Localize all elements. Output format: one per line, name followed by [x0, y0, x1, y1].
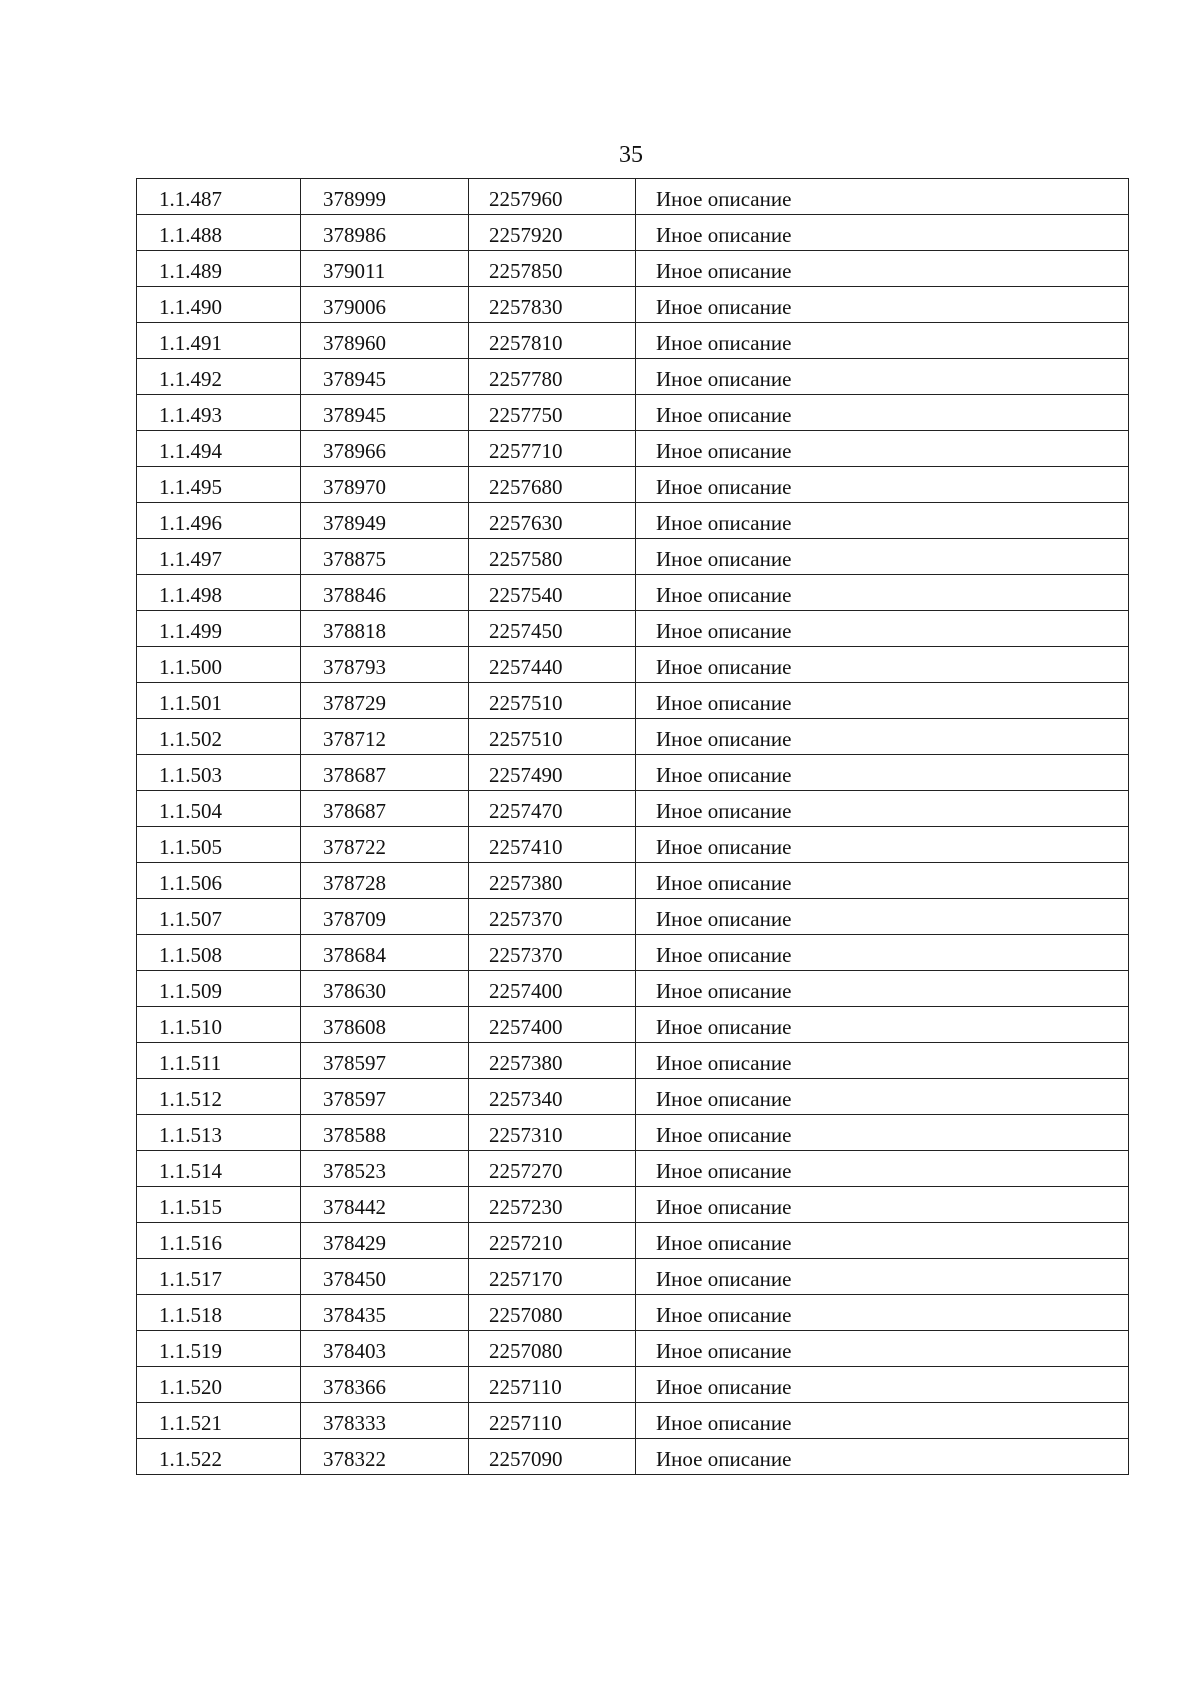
- y-coordinate-cell: 2257090: [469, 1439, 636, 1475]
- point-number-cell: 1.1.492: [137, 359, 301, 395]
- y-coordinate-cell: 2257340: [469, 1079, 636, 1115]
- y-coordinate-cell: 2257370: [469, 899, 636, 935]
- y-coordinate-cell: 2257680: [469, 467, 636, 503]
- table-row: [137, 179, 1129, 215]
- description-cell: Иное описание: [636, 359, 1129, 395]
- y-coordinate-cell: 2257380: [469, 1043, 636, 1079]
- point-number-cell: 1.1.495: [137, 467, 301, 503]
- y-coordinate-cell: 2257630: [469, 503, 636, 539]
- y-coordinate-cell: 2257410: [469, 827, 636, 863]
- x-coordinate-cell: 378846: [301, 575, 469, 611]
- description-cell: Иное описание: [636, 539, 1129, 575]
- table-row: [137, 899, 1129, 935]
- x-coordinate-cell: 378403: [301, 1331, 469, 1367]
- table-row: [137, 1043, 1129, 1079]
- x-coordinate-cell: 378970: [301, 467, 469, 503]
- table-row: [137, 1295, 1129, 1331]
- x-coordinate-cell: 378366: [301, 1367, 469, 1403]
- description-cell: Иное описание: [636, 467, 1129, 503]
- table-row: [137, 863, 1129, 899]
- description-cell: Иное описание: [636, 1115, 1129, 1151]
- y-coordinate-cell: 2257380: [469, 863, 636, 899]
- description-cell: Иное описание: [636, 827, 1129, 863]
- y-coordinate-cell: 2257780: [469, 359, 636, 395]
- description-cell: Иное описание: [636, 1331, 1129, 1367]
- description-cell: Иное описание: [636, 971, 1129, 1007]
- y-coordinate-cell: 2257210: [469, 1223, 636, 1259]
- point-number-cell: 1.1.498: [137, 575, 301, 611]
- point-number-cell: 1.1.499: [137, 611, 301, 647]
- y-coordinate-cell: 2257920: [469, 215, 636, 251]
- point-number-cell: 1.1.520: [137, 1367, 301, 1403]
- point-number-cell: 1.1.507: [137, 899, 301, 935]
- table-row: [137, 1223, 1129, 1259]
- point-number-cell: 1.1.512: [137, 1079, 301, 1115]
- x-coordinate-cell: 378729: [301, 683, 469, 719]
- description-cell: Иное описание: [636, 503, 1129, 539]
- point-number-cell: 1.1.515: [137, 1187, 301, 1223]
- y-coordinate-cell: 2257960: [469, 179, 636, 215]
- y-coordinate-cell: 2257540: [469, 575, 636, 611]
- table-row: [137, 323, 1129, 359]
- table-row: [137, 683, 1129, 719]
- x-coordinate-cell: 378793: [301, 647, 469, 683]
- point-number-cell: 1.1.517: [137, 1259, 301, 1295]
- table-row: [137, 1151, 1129, 1187]
- x-coordinate-cell: 378722: [301, 827, 469, 863]
- point-number-cell: 1.1.510: [137, 1007, 301, 1043]
- description-cell: Иное описание: [636, 899, 1129, 935]
- y-coordinate-cell: 2257400: [469, 1007, 636, 1043]
- x-coordinate-cell: 378945: [301, 359, 469, 395]
- description-cell: Иное описание: [636, 683, 1129, 719]
- table-row: [137, 791, 1129, 827]
- y-coordinate-cell: 2257710: [469, 431, 636, 467]
- point-number-cell: 1.1.505: [137, 827, 301, 863]
- x-coordinate-cell: 378709: [301, 899, 469, 935]
- y-coordinate-cell: 2257310: [469, 1115, 636, 1151]
- description-cell: Иное описание: [636, 287, 1129, 323]
- point-number-cell: 1.1.490: [137, 287, 301, 323]
- x-coordinate-cell: 378818: [301, 611, 469, 647]
- x-coordinate-cell: 378450: [301, 1259, 469, 1295]
- y-coordinate-cell: 2257110: [469, 1403, 636, 1439]
- x-coordinate-cell: 378966: [301, 431, 469, 467]
- table-row: [137, 503, 1129, 539]
- coordinates-table: [136, 178, 1129, 1475]
- table-row: [137, 1187, 1129, 1223]
- x-coordinate-cell: 378687: [301, 755, 469, 791]
- description-cell: Иное описание: [636, 1259, 1129, 1295]
- table-row: [137, 719, 1129, 755]
- description-cell: Иное описание: [636, 215, 1129, 251]
- table-row: [137, 935, 1129, 971]
- description-cell: Иное описание: [636, 1295, 1129, 1331]
- description-cell: Иное описание: [636, 1079, 1129, 1115]
- description-cell: Иное описание: [636, 1151, 1129, 1187]
- y-coordinate-cell: 2257450: [469, 611, 636, 647]
- x-coordinate-cell: 378442: [301, 1187, 469, 1223]
- y-coordinate-cell: 2257510: [469, 683, 636, 719]
- description-cell: Иное описание: [636, 719, 1129, 755]
- point-number-cell: 1.1.491: [137, 323, 301, 359]
- y-coordinate-cell: 2257370: [469, 935, 636, 971]
- x-coordinate-cell: 379006: [301, 287, 469, 323]
- point-number-cell: 1.1.522: [137, 1439, 301, 1475]
- x-coordinate-cell: 378986: [301, 215, 469, 251]
- point-number-cell: 1.1.488: [137, 215, 301, 251]
- table-row: [137, 1007, 1129, 1043]
- y-coordinate-cell: 2257490: [469, 755, 636, 791]
- point-number-cell: 1.1.502: [137, 719, 301, 755]
- x-coordinate-cell: 378728: [301, 863, 469, 899]
- y-coordinate-cell: 2257510: [469, 719, 636, 755]
- point-number-cell: 1.1.516: [137, 1223, 301, 1259]
- point-number-cell: 1.1.489: [137, 251, 301, 287]
- point-number-cell: 1.1.500: [137, 647, 301, 683]
- point-number-cell: 1.1.497: [137, 539, 301, 575]
- table-row: [137, 1259, 1129, 1295]
- table-row: [137, 1403, 1129, 1439]
- y-coordinate-cell: 2257810: [469, 323, 636, 359]
- description-cell: Иное описание: [636, 1403, 1129, 1439]
- y-coordinate-cell: 2257080: [469, 1331, 636, 1367]
- description-cell: Иное описание: [636, 1223, 1129, 1259]
- x-coordinate-cell: 379011: [301, 251, 469, 287]
- y-coordinate-cell: 2257110: [469, 1367, 636, 1403]
- table-row: [137, 287, 1129, 323]
- table-row: [137, 755, 1129, 791]
- y-coordinate-cell: 2257400: [469, 971, 636, 1007]
- description-cell: Иное описание: [636, 1367, 1129, 1403]
- point-number-cell: 1.1.504: [137, 791, 301, 827]
- description-cell: Иное описание: [636, 395, 1129, 431]
- y-coordinate-cell: 2257230: [469, 1187, 636, 1223]
- table-row: [137, 539, 1129, 575]
- description-cell: Иное описание: [636, 1007, 1129, 1043]
- x-coordinate-cell: 378523: [301, 1151, 469, 1187]
- table-row: [137, 467, 1129, 503]
- x-coordinate-cell: 378945: [301, 395, 469, 431]
- y-coordinate-cell: 2257270: [469, 1151, 636, 1187]
- point-number-cell: 1.1.494: [137, 431, 301, 467]
- description-cell: Иное описание: [636, 1043, 1129, 1079]
- description-cell: Иное описание: [636, 755, 1129, 791]
- x-coordinate-cell: 378608: [301, 1007, 469, 1043]
- y-coordinate-cell: 2257440: [469, 647, 636, 683]
- point-number-cell: 1.1.501: [137, 683, 301, 719]
- table-row: [137, 251, 1129, 287]
- description-cell: Иное описание: [636, 575, 1129, 611]
- table-row: [137, 431, 1129, 467]
- table-row: [137, 1115, 1129, 1151]
- table-row: [137, 575, 1129, 611]
- x-coordinate-cell: 378597: [301, 1079, 469, 1115]
- table-row: [137, 647, 1129, 683]
- table-row: [137, 611, 1129, 647]
- description-cell: Иное описание: [636, 323, 1129, 359]
- coordinates-table-body: [137, 179, 1129, 1475]
- x-coordinate-cell: 378949: [301, 503, 469, 539]
- table-row: [137, 1331, 1129, 1367]
- y-coordinate-cell: 2257830: [469, 287, 636, 323]
- description-cell: Иное описание: [636, 935, 1129, 971]
- x-coordinate-cell: 378875: [301, 539, 469, 575]
- point-number-cell: 1.1.508: [137, 935, 301, 971]
- x-coordinate-cell: 378588: [301, 1115, 469, 1151]
- table-row: [137, 215, 1129, 251]
- point-number-cell: 1.1.509: [137, 971, 301, 1007]
- description-cell: Иное описание: [636, 863, 1129, 899]
- point-number-cell: 1.1.496: [137, 503, 301, 539]
- page-number: 35: [619, 142, 643, 168]
- table-row: [137, 1439, 1129, 1475]
- x-coordinate-cell: 378322: [301, 1439, 469, 1475]
- x-coordinate-cell: 378333: [301, 1403, 469, 1439]
- point-number-cell: 1.1.503: [137, 755, 301, 791]
- description-cell: Иное описание: [636, 179, 1129, 215]
- description-cell: Иное описание: [636, 791, 1129, 827]
- table-row: [137, 827, 1129, 863]
- description-cell: Иное описание: [636, 431, 1129, 467]
- description-cell: Иное описание: [636, 1439, 1129, 1475]
- point-number-cell: 1.1.493: [137, 395, 301, 431]
- y-coordinate-cell: 2257170: [469, 1259, 636, 1295]
- point-number-cell: 1.1.521: [137, 1403, 301, 1439]
- x-coordinate-cell: 378999: [301, 179, 469, 215]
- x-coordinate-cell: 378687: [301, 791, 469, 827]
- point-number-cell: 1.1.513: [137, 1115, 301, 1151]
- description-cell: Иное описание: [636, 251, 1129, 287]
- table-row: [137, 359, 1129, 395]
- point-number-cell: 1.1.511: [137, 1043, 301, 1079]
- y-coordinate-cell: 2257080: [469, 1295, 636, 1331]
- y-coordinate-cell: 2257850: [469, 251, 636, 287]
- point-number-cell: 1.1.518: [137, 1295, 301, 1331]
- y-coordinate-cell: 2257580: [469, 539, 636, 575]
- x-coordinate-cell: 378712: [301, 719, 469, 755]
- y-coordinate-cell: 2257470: [469, 791, 636, 827]
- table-row: [137, 1079, 1129, 1115]
- point-number-cell: 1.1.506: [137, 863, 301, 899]
- table-row: [137, 395, 1129, 431]
- description-cell: Иное описание: [636, 611, 1129, 647]
- x-coordinate-cell: 378435: [301, 1295, 469, 1331]
- point-number-cell: 1.1.487: [137, 179, 301, 215]
- x-coordinate-cell: 378960: [301, 323, 469, 359]
- x-coordinate-cell: 378429: [301, 1223, 469, 1259]
- table-row: [137, 971, 1129, 1007]
- x-coordinate-cell: 378630: [301, 971, 469, 1007]
- x-coordinate-cell: 378597: [301, 1043, 469, 1079]
- description-cell: Иное описание: [636, 647, 1129, 683]
- point-number-cell: 1.1.514: [137, 1151, 301, 1187]
- table-row: [137, 1367, 1129, 1403]
- y-coordinate-cell: 2257750: [469, 395, 636, 431]
- x-coordinate-cell: 378684: [301, 935, 469, 971]
- point-number-cell: 1.1.519: [137, 1331, 301, 1367]
- description-cell: Иное описание: [636, 1187, 1129, 1223]
